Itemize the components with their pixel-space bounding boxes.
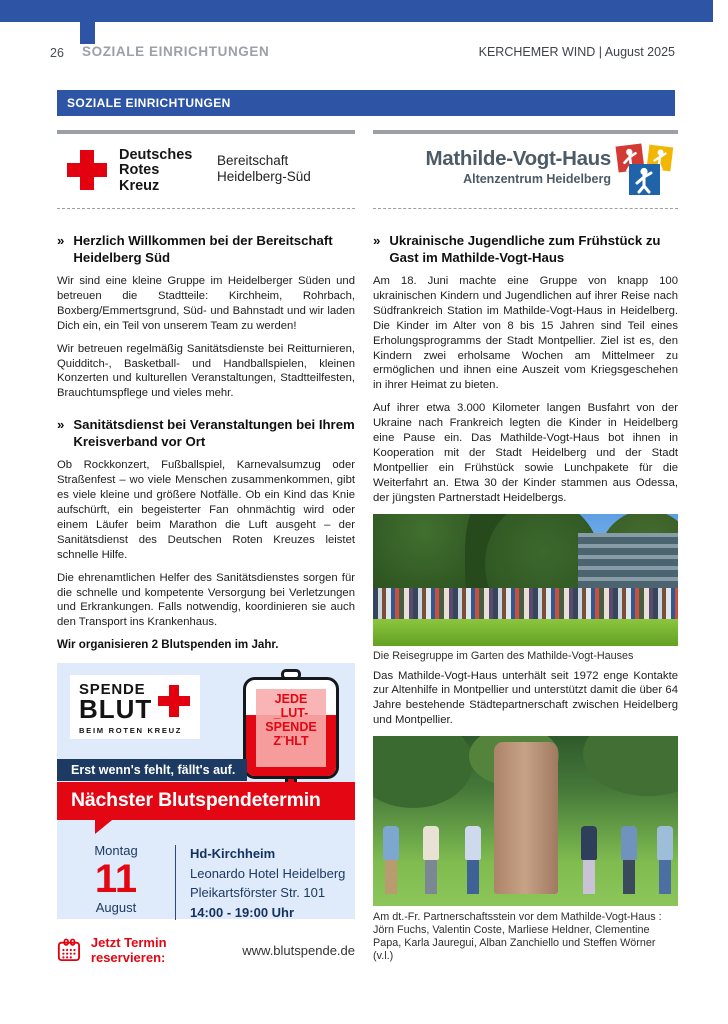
running-section-title: SOZIALE EINRICHTUNGEN [82,44,270,59]
paragraph: Wir betreuen regelmäßig Sanitätsdienste bei Reitturnieren, Quidditch-, Basketball- und Handballspielen, kleinen Konzerten und kulturellen Veranstaltungen, Stadtteilfesten, Brauchtumspflege und vieles mehr. [57,342,355,400]
blood-bag-body [243,677,339,779]
appointment-month: August [95,900,137,916]
drk-unit-line: Heidelberg-Süd [217,169,311,185]
appointment-block [57,843,355,922]
mvh-logo-block [373,134,678,208]
calendar-icon [57,937,81,963]
left-column [57,130,355,965]
bag-label-line: _LUT- [273,706,309,721]
spende-blut-line1: SPENDE [79,681,146,699]
bag-label-line: Z¨HLT [273,734,309,749]
blood-bag-label [256,689,326,767]
location-venue: Leonardo Hotel Heidelberg [190,865,346,881]
location-time: 14:00 - 19:00 Uhr [190,904,295,920]
issue-title: KERCHEMER WIND | August 2025 [478,45,675,59]
paragraph: Auf ihrer etwa 3.000 Kilometer langen Busfahrt von der Ukraine nach Frankreich legten die Kinder in Heidelberg eine Pause ein. Das Mathilde-Vogt-Haus bot ihnen in Kooperation mit der Stadt Heidelberg und der Stadt Montpellier ein Frühstück sowie Lunchpakete für die Weiterfahrt an. Etwa 30 der Kinder stammen aus Odessa, der jüngsten Partnerstadt Heidelbergs. [373,402,678,504]
building-shape [578,533,678,589]
drk-org-line: Deutsches [119,147,193,163]
drk-unit-name [217,153,311,186]
page-number: 26 [50,46,64,60]
red-cross-icon [67,150,107,190]
appointment-day: 11 [94,857,138,902]
partnership-stone [494,742,558,894]
heading-text: Ukrainische Jugendliche zum Frühstück zu Gast im Mathilde-Vogt-Haus [389,233,661,265]
poster-title-tail [95,816,117,834]
location-street: Pleikartsförster Str. 101 [190,885,326,901]
spende-blut-logo [70,675,200,739]
divider-dashed-right [373,208,678,209]
cta-url-link[interactable]: www.blutspende.de [242,942,355,958]
bush-shape [373,736,473,808]
blood-bag-icon [243,669,339,799]
bush-shape [583,736,678,796]
top-accent-bar [0,0,713,22]
paragraph: Wir sind eine kleine Gruppe im Heidelberger Süden und betreuen die Stadtteile: Kirchheim, Rohrbach, Boxberg/Emmertsgrund, Süd- und Bahnstadt und wir laden Dich ein, ein Teil von unserem Team zu werden! [57,275,355,332]
heading-marker: » [373,233,381,248]
partnership-stone-photo [373,736,678,906]
mvh-subtitle: Altenzentrum Heidelberg [463,172,611,186]
drk-org-name [119,148,192,194]
article-heading-sanitaetsdienst [57,417,355,450]
red-cross-icon [158,685,190,717]
heading-marker: » [57,233,65,248]
reservation-cta [57,935,355,965]
poster-title: Nächster Blutspendetermin [57,782,355,820]
bag-label-line: JEDE [274,692,308,707]
person-figure [619,825,639,894]
right-column [373,130,678,963]
heading-text: Sanitätsdienst bei Veranstaltungen bei Ihrem Kreisverband vor Ort [73,417,355,449]
divider-dashed-left [57,208,355,209]
paragraph: Ob Rockkonzert, Fußballspiel, Karnevalsumzug oder Straßenfest – wo viele Menschen zusammenkommen, gibt es viele kleine und größere Notfälle. Ob ein Kind das Knie aufschürft, ein begeisterter Fan ohnmächtig wird oder einem Läufer beim Marathon die Luft ausgeht – der Sanitätsdienst des Deutschen Roten Kreuzes leistet schnelle Hilfe. [57,459,355,561]
article-heading-welcome [57,233,355,266]
person-figure [381,825,401,894]
mvh-title: Mathilde-Vogt-Haus [425,147,611,170]
appointment-date [57,843,175,922]
drk-logo-block [57,134,355,208]
person-figure [579,825,599,894]
person-figure [463,825,483,894]
drk-org-line: Rotes [119,162,160,179]
location-district: Hd-Kirchheim [190,846,276,862]
appointment-location [176,843,345,922]
spende-blut-line2: BLUT [79,694,153,725]
appointment-weekday: Montag [94,843,138,859]
paragraph: Am 18. Juni machte eine Gruppe von knapp 100 ukrainischen Kindern und Jugendlichen auf ihrer Reise nach Südfrankreich Station im Mathilde-Vogt-Haus in Heidelberg. Die Kinder im Alter von 8 bis 15 Jahren sind Teil eines Erholungsprogramms der Stadt Montpellier. Ziel ist es, den Kindern zwei erholsame Wochen am Mittelmeer zu ermöglichen und ihnen eine Auszeit vom Kriegsgeschehen in ihrer Heimat zu bieten. [373,275,678,392]
crowd-of-people [373,588,678,621]
paragraph: Die ehrenamtlichen Helfer des Sanitätsdienstes sorgen für die schnelle und kompetente Versorgung bei Verletzungen und Erkrankungen. Falls notwendig, koordinieren sie auch den Transport ins Krankenhaus. [57,571,355,629]
cta-label: Jetzt Termin reservieren: [90,935,167,966]
heading-text: Herzlich Willkommen bei der Bereitschaft Heidelberg Süd [73,233,333,265]
heading-marker: » [57,417,65,433]
people-squares-logo-icon [614,142,674,198]
drk-org-line: Kreuz [119,177,160,194]
poster-slogan: Erst wenn's fehlt, fällt's auf. [57,759,247,781]
paragraph: Das Mathilde-Vogt-Haus unterhält seit 1972 enge Kontakte zur Altenhilfe in Montpellier und unterstützt damit die über 64 Jahre bestehende Städtepartnerschaft zwischen Heidelberg und Montpellier. [373,669,678,727]
article-heading-ukraine [373,233,678,266]
spende-blut-line3: BEIM ROTEN KREUZ [79,725,183,735]
person-figure [655,825,675,894]
drk-unit-line: Bereitschaft [217,153,289,168]
page-header [50,44,675,64]
photo-caption-1: Die Reisegruppe im Garten des Mathilde-Vogt-Hauses [373,649,634,662]
section-banner: SOZIALE EINRICHTUNGEN [57,90,675,116]
photo-caption-2: Am dt.-Fr. Partnerschaftsstein vor dem Mathilde-Vogt-Haus : Jörn Fuchs, Valentin Coste, Marliese Heldner, Clementine Papa, Karla Jauregui, Alban Zanchiello und Steffen Wörner (v.l.) [373,911,662,963]
bag-label-line: SPENDE [265,720,317,735]
mvh-wordmark [373,147,611,186]
group-photo-garden [373,514,678,646]
blood-donation-poster [57,663,355,919]
person-figure [421,825,441,894]
blood-donation-note: Wir organisieren 2 Blutspenden im Jahr. [57,638,279,652]
top-accent-tab [80,22,95,44]
lawn-shape [373,619,678,646]
